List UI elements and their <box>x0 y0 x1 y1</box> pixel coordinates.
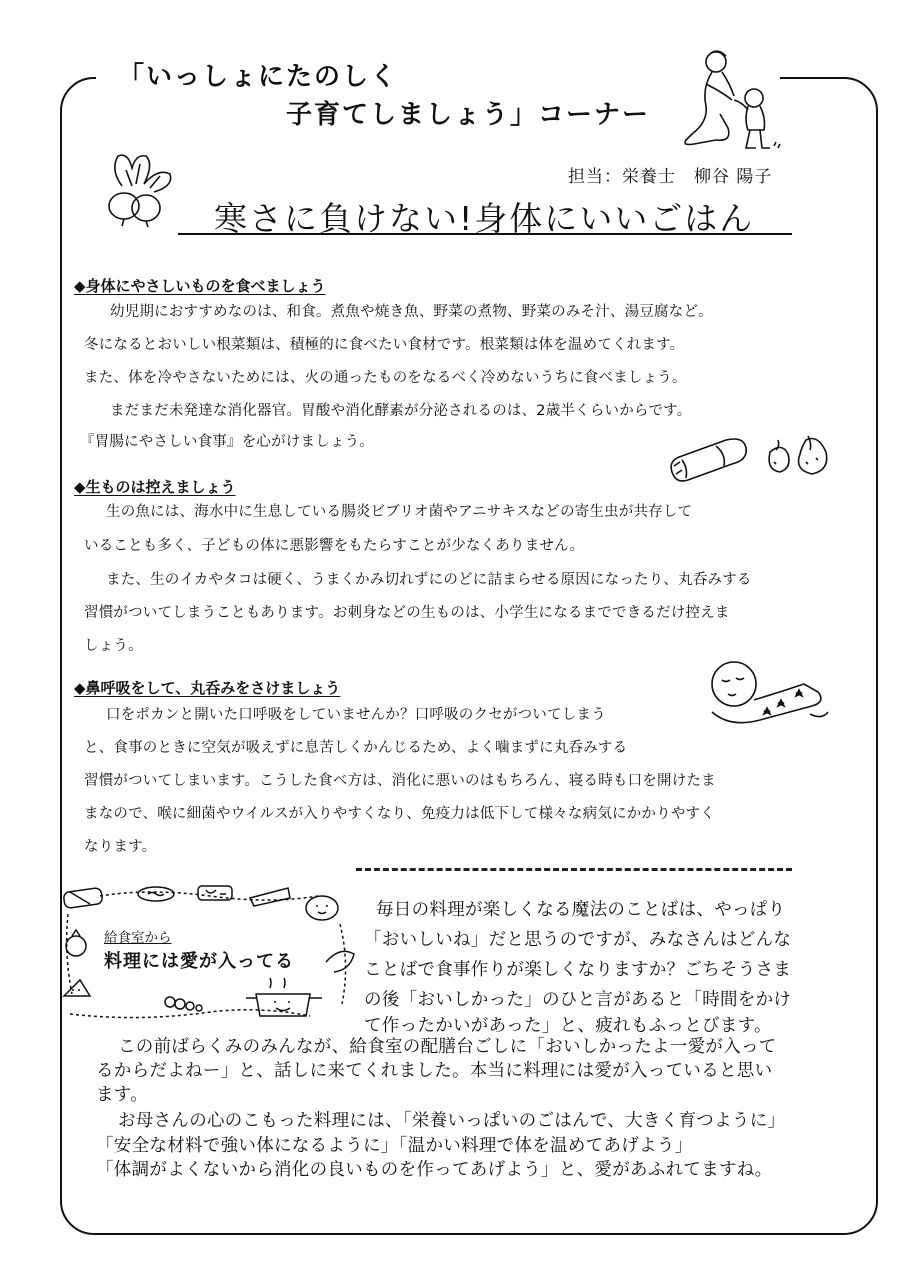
beet-illustration <box>100 150 180 228</box>
headline-underline <box>178 233 792 235</box>
section1-line4: まだまだ未発達な消化器官。胃酸や消化酵素が分泌されるのは、2歳半くらいからです。 <box>110 403 692 419</box>
section-heading-nasal-breathing: ◆鼻呼吸をして、丸呑みをさけましょう <box>74 679 341 697</box>
section1-line5: 『胃腸にやさしい食事』を心がけましょう。 <box>80 434 374 450</box>
section3-line3: 習慣がついてしまいます。こうした食べ方は、消化に悪いのはもちろん、寝る時も口を開けたま <box>84 773 716 789</box>
kitchen-line1: 毎日の料理が楽しくなる魔法のことばは、やっぱり <box>376 900 786 920</box>
kitchen-line9: お母さんの心のこもった料理には、「栄養いっぱいのごはんで、大きく育つように」 <box>118 1111 786 1131</box>
kitchen-line6: この前ばらくみのみんなが、給食室の配膳台ごしに「おいしかったよ一愛が入って <box>118 1037 777 1057</box>
headline: 寒さに負けない!身体にいいごはん <box>214 199 755 238</box>
section-divider <box>356 868 792 871</box>
section3-line4: まなので、喉に細菌やウイルスが入りやすくなり、免疫力は低下して様々な病気にかかりやすく <box>84 806 715 822</box>
kitchen-line4: の後「おいしかった」のひと言があると「時間をかけ <box>364 990 792 1010</box>
kitchen-subtitle: 給食室から <box>104 930 172 946</box>
corner-title-line1: 「いっしょにたのしく <box>118 62 399 92</box>
section1-line3: また、体を冷やさないためには、火の通ったものをなるべく冷めないうちに食べましょう。 <box>84 370 687 386</box>
section3-line1: 口をポカンと開いた口呼吸をしていませんか？口呼吸のクセがついてしまう <box>106 707 606 723</box>
section2-line5: しょう。 <box>84 638 143 654</box>
section2-line2: いることも多く、子どもの体に悪影響をもたらすことが少なくありません。 <box>84 538 585 554</box>
kitchen-line5: て作ったかいがあった」と、疲れもふっとびます。 <box>364 1016 772 1036</box>
section2-line3: また、生のイカやタコは硬く、うまくかみ切れずにのどに詰まらせる原因になったり、丸呑みする <box>106 572 752 588</box>
section1-line2: 冬になるとおいしい根菜類は、積極的に食べたい食材です。根菜類は体を温めてくれます。 <box>84 337 685 353</box>
mother-child-illustration <box>672 44 782 164</box>
kitchen-line7: るからだよねー」と、話しに来てくれました。本当に料理には愛が入っていると思い <box>96 1061 773 1081</box>
kitchen-line10: 「安全な材料で強い体になるように」「温かい料理で体を温めてあげよう」 <box>96 1136 693 1156</box>
kitchen-line11: 「体調がよくないから消化の良いものを作ってあげよう」と、愛があふれてますね。 <box>96 1160 773 1180</box>
section2-line4: 習慣がついてしまうこともあります。お刺身などの生ものは、小学生になるまでできるだけ控えま <box>84 605 730 621</box>
sleeping-child-illustration <box>700 654 832 732</box>
section3-line2: と、食事のときに空気が吸えずに息苦しくかんじるため、よく噛まずに丸呑みする <box>84 740 628 756</box>
section2-line1: 生の魚には、海水中に生息している腸炎ビブリオ菌やアニサキスなどの寄生虫が共存して <box>106 504 693 520</box>
kitchen-line2: 「おいしいね」だと思うのですが、みなさんはどんな <box>364 930 792 950</box>
section-heading-raw-food: ◆生ものは控えましょう <box>74 478 236 496</box>
section1-line1: 幼児期におすすめなのは、和食。煮魚や焼き魚、野菜の煮物、野菜のみそ汁、湯豆腐など。 <box>110 304 713 320</box>
root-vegetables-illustration <box>666 426 842 488</box>
kitchen-line3: ことばで食事作りが楽しくなりますか？ごちそうさま <box>364 960 792 980</box>
kitchen-title: 料理には愛が入ってる <box>104 951 294 972</box>
section-heading-gentle-food: ◆身体にやさしいものを食べましょう <box>74 277 326 295</box>
corner-title-line2: 子育てしましょう」コーナー <box>286 100 651 130</box>
section3-line5: なります。 <box>84 839 157 855</box>
kitchen-line8: ます。 <box>96 1085 148 1105</box>
staff-credit: 担当：栄養士 柳谷 陽子 <box>568 167 773 187</box>
